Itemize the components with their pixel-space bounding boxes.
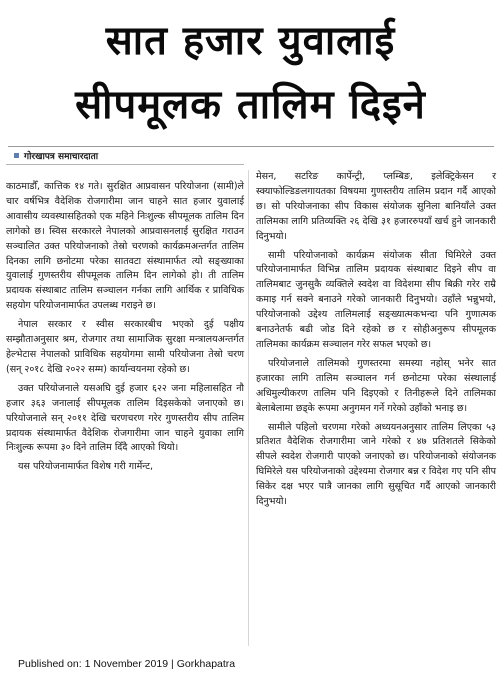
- column-divider: [248, 170, 249, 646]
- article-paragraph: मेसन, सटरिङ कार्पेन्ट्री, प्लम्बिङ, इलेक्ट्रिकेसन र स्क्याफोल्डिङलगायतका विषयमा गुणस्तरीय तालिम प्रदान गर्दै आएको छ। सो परियोजनाका सीप विकास संयोजक सुनिला बानियाँले उक्त तालिमका लागि प्रतिव्यक्ति २६ देखि ३१ हजाररुपयाँ खर्च हुने जानकारी दिनुभयो।: [256, 171, 496, 242]
- publication-name: Gorkhapatra: [176, 658, 236, 670]
- article-column-right: [256, 170, 496, 514]
- headline-line-2: सीपमूलक तालिम दिइने: [75, 82, 426, 128]
- byline-marker-icon: [14, 153, 19, 158]
- byline: [14, 151, 98, 163]
- article-paragraph: सामीले पहिलो चरणमा गरेको अध्ययनअनुसार तालिम लिएका ५३ प्रतिशत वैदेशिक रोजगारीमा जाने गरेको र ४७ प्रतिशतले सिकेको सीपले स्वदेश रोजगारी पाएको जनाएको छ। परियोजनाको संयोजनक घिमिरेले यस परियोजनाको उद्देश्यमा रोजगार बन्न र विदेश गए पनि सीप सिकेर दक्ष भएर पात्रै जानका लागि सुसूचित गर्दै आएको जानकारी दिनुभयो।: [256, 421, 496, 508]
- publication-footer: [18, 657, 235, 671]
- article-paragraph: काठमाडौँ, कात्तिक १४ गते। सुरक्षित आप्रवासन परियोजना (सामी)ले चार वर्षभित्र वैदेशिक रोजगारीमा जान चाहने सात हजार युवालाई आवासीय व्यवस्थासहितको एक महिने निःशुल्क सीपमूलक तालिम दिन लागेको छ। स्विस सरकारले नेपालको आप्रवासनलाई सुरक्षित गराउन सञ्चालित उक्त परियोजनाको तेस्रो चरणको कार्यक्रमअन्तर्गत तालिम दिनका लागि छनोटमा परेका सातवटा संस्थामार्फत त्यो सङ्ख्याका युवालाई गुणस्तरीय सीपमूलक तालिम दिन लागेको हो। ती तालिम प्रदायक संस्थाबाट तालिम सञ्चालन गर्नका लागि आर्थिक र प्राविधिक सहयोग परियोजनामार्फत उपलब्ध गराइने छ।: [6, 181, 244, 312]
- footer-separator: |: [171, 658, 174, 670]
- headline-divider: [8, 146, 494, 147]
- article-paragraph: परियोजनाले तालिमको गुणस्तरमा समस्या नहोस् भनेर सात हजारका लागि तालिम सञ्चालन गर्न छनोटमा परेका संस्थालाई अधिमुल्यीकरण तालिम पनि दिइएको र तिनीहरूले दिने तालिमका बेलाबेलामा छड्के रूपमा अनुगमन गर्ने गरेको उहाँको भनाइ छ।: [256, 357, 496, 414]
- headline-line-1: सात हजार युवालाई: [105, 18, 396, 64]
- byline-divider: [6, 164, 244, 165]
- publication-date: 1 November 2019: [84, 658, 169, 670]
- article-paragraph: उक्त परियोजनाले यसअघि दुई हजार ६२२ जना महिलासहित नौ हजार ३६३ जनालाई सीपमूलक तालिम दिइसकेको जनाएको छ। परियोजनाले सन् २०११ देखि चरणचरण गरेर गुणस्तरीय सीप तालिम प्रदायक संस्थामार्फत वैदेशिक रोजगारीमा जान चाहने युवाका लागि निःशुल्क रूपमा ३० दिने तालिम दिँदै आएको थियो।: [6, 382, 244, 454]
- published-label: Published on:: [18, 658, 82, 670]
- article-column-left: [6, 180, 244, 479]
- article-paragraph: यस परियोजनामार्फत विशेष गरी गार्मेन्ट,: [18, 461, 154, 473]
- article-paragraph: सामी परियोजनाको कार्यक्रम संयोजक सीता घिमिरेले उक्त परियोजनामार्फत विभिन्न तालिम प्रदायक संस्थाबाट दिइने सीप वा तालिमबाट जुनसुकै व्यक्तिले स्वदेश वा विदेशमा सीप बिक्री गरेर राम्रै कमाइ गर्न सक्ने बनाउने गरेको जानकारी दिनुभयो। उहाँले भन्नुभयो, परियोजनाको उद्देश्य तालिमलाई सङ्ख्यात्मकभन्दा पनि गुणात्मक बनाउनेतर्फ बढी जोड दिने रहेको छ र सोहीअनुरूप सीपमूलक तालिमका कार्यक्रम सञ्चालन गरेर सफल भएको छ।: [256, 249, 496, 350]
- byline-text: गोरखापत्र समाचारदाता: [24, 152, 99, 162]
- article-paragraph: नेपाल सरकार र स्वीस सरकारबीच भएको दुई पक्षीय सम्झौताअनुसार श्रम, रोजगार तथा सामाजिक सुरक्षा मन्त्रालयअन्तर्गत हेल्भेटास नेपालको प्राविधिक सहयोगमा सामी परियोजना तेस्रो चरण (सन् २०१८ देखि २०२२ सम्म) कार्यान्वयनमा रहेको छ।: [6, 319, 244, 375]
